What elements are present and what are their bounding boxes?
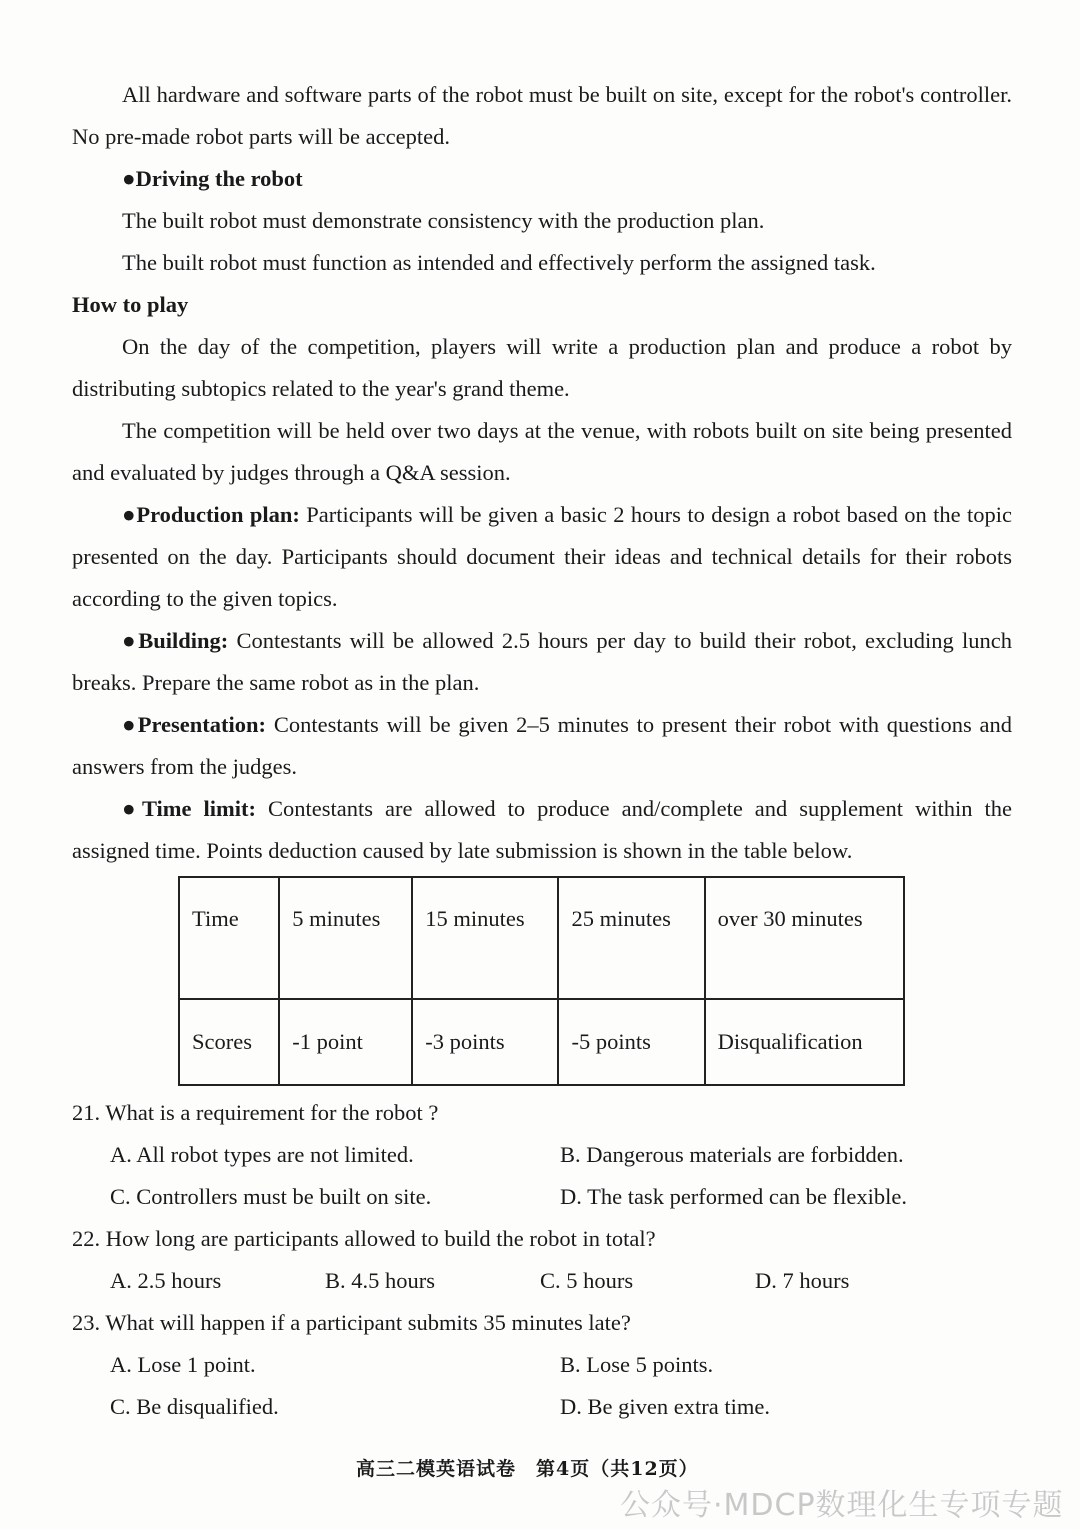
table-cell: Disqualification	[705, 999, 904, 1085]
option-d: D. 7 hours	[755, 1268, 850, 1293]
bullet-time-limit	[72, 788, 1012, 872]
question-23	[72, 1302, 1012, 1428]
option-c: C. 5 hours	[540, 1268, 634, 1293]
option-b: B. Dangerous materials are forbidden.	[560, 1142, 904, 1167]
paragraph: On the day of the competition, players will write a production plan and produce a robot by distributing subtopics related to the year's grand theme.	[72, 334, 1012, 401]
bullet-production-plan	[72, 494, 1012, 620]
paragraph: The built robot must function as intended and effectively perform the assigned task.	[122, 250, 876, 275]
table-cell: -5 points	[558, 999, 704, 1085]
paragraph: All hardware and software parts of the robot must be built on site, except for the robot's controller. No pre-made robot parts will be accepted.	[72, 82, 1012, 149]
option-c: C. Controllers must be built on site.	[110, 1184, 432, 1209]
table-cell: -1 point	[279, 999, 412, 1085]
page-footer: 高三二模英语试卷 第4页（共12页）	[356, 1458, 699, 1480]
paragraph: The competition will be held over two days at the venue, with robots built on site being presented and evaluated by judges through a Q&A session.	[72, 418, 1012, 485]
option-a: A. Lose 1 point.	[110, 1352, 256, 1377]
option-b: B. Lose 5 points.	[560, 1352, 714, 1377]
option-d: D. Be given extra time.	[560, 1394, 770, 1419]
table-cell: 15 minutes	[412, 877, 558, 999]
question-stem: 23. What will happen if a participant submits 35 minutes late?	[72, 1310, 631, 1335]
watermark: 公众号·MDCP数理化生专项专题	[620, 1488, 1064, 1523]
option-a: A. 2.5 hours	[110, 1268, 222, 1293]
bullet-presentation	[72, 704, 1012, 788]
question-21	[72, 1092, 1012, 1218]
section-heading: How to play	[72, 292, 189, 317]
option-d: D. The task performed can be flexible.	[560, 1184, 907, 1209]
bullet-label: ●Presentation:	[122, 712, 267, 737]
question-stem: 22. How long are participants allowed to build the robot in total?	[72, 1226, 656, 1251]
table-row	[179, 999, 904, 1085]
section-heading: ●Driving the robot	[122, 166, 303, 191]
option-a: A. All robot types are not limited.	[110, 1142, 414, 1167]
bullet-text: Contestants will be given 2–5 minutes to present their robot with questions and answers from the judges.	[72, 712, 1012, 779]
option-b: B. 4.5 hours	[325, 1268, 436, 1293]
table-cell: 25 minutes	[558, 877, 704, 999]
question-22	[72, 1218, 1012, 1302]
table-cell: Scores	[179, 999, 279, 1085]
paragraph: The built robot must demonstrate consistency with the production plan.	[122, 208, 765, 233]
option-c: C. Be disqualified.	[110, 1394, 279, 1419]
table-cell: 5 minutes	[279, 877, 412, 999]
deduction-table	[178, 876, 905, 1086]
bullet-label: ●Production plan:	[122, 502, 300, 527]
table-row	[179, 877, 904, 999]
bullet-text: Participants will be given a basic 2 hours to design a robot based on the topic presented on the day. Participants should document their ideas and technical details for their robots according to the given topics.	[72, 502, 1012, 611]
bullet-text: Contestants will be allowed 2.5 hours per day to build their robot, excluding lunch breaks. Prepare the same robot as in the plan.	[72, 628, 1012, 695]
question-stem: 21. What is a requirement for the robot ?	[72, 1100, 439, 1125]
bullet-label: ●Time limit:	[122, 796, 257, 821]
exam-page	[72, 74, 1012, 1428]
table-cell: -3 points	[412, 999, 558, 1085]
bullet-building	[72, 620, 1012, 704]
table-cell: Time	[179, 877, 279, 999]
bullet-label: ●Building:	[122, 628, 229, 653]
table-cell: over 30 minutes	[705, 877, 904, 999]
bullet-text: Contestants are allowed to produce and/complete and supplement within the assigned time. Points deduction caused by late submission is shown in the table below.	[72, 796, 1012, 863]
